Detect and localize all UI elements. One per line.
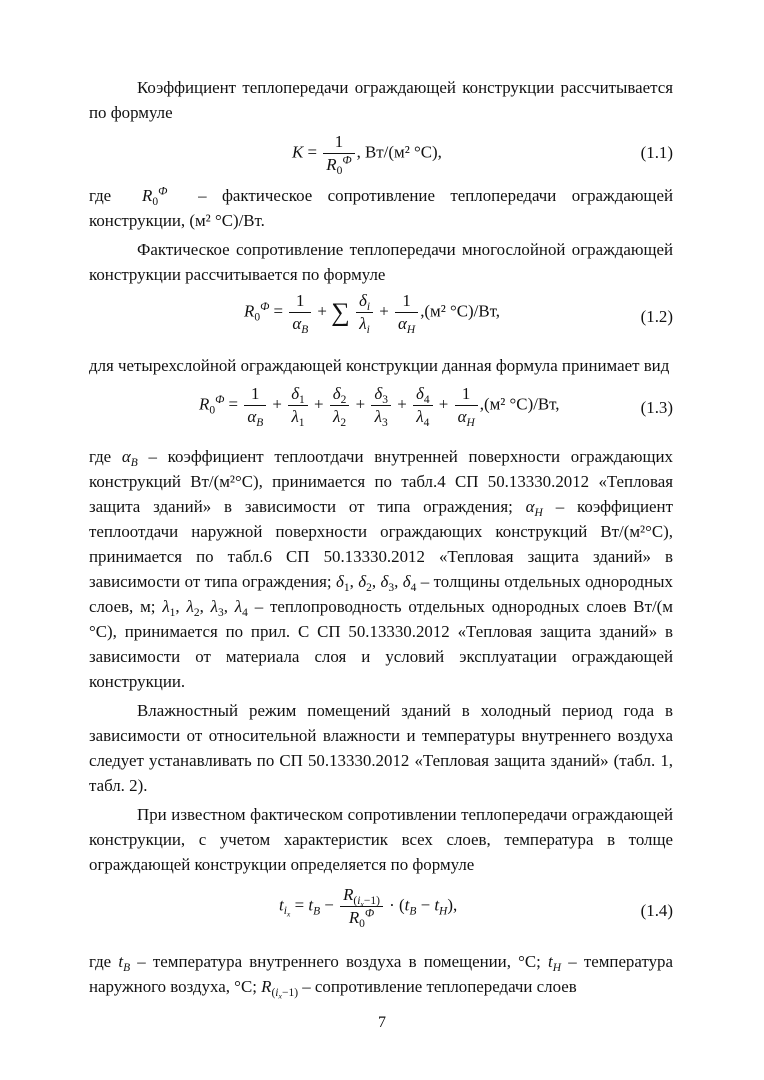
delta-definition: – толщины отдельных однородных слоев, м; <box>89 572 673 616</box>
equation-number: (1.1) <box>640 143 673 162</box>
equation-1-1 <box>89 125 673 183</box>
formula-r0-expanded: $R_0^Ф$ = 1 $\alpha_В$ + $\frac{\delta_1}{\lambda_1}$ + $\frac{\delta_2}{\lambda_2}$ + $\frac{\delta_3}{\lambda_3}$ + $\frac{\delta_4}{\lambda_4}$ + 1 $\alpha_Н$ ,(м² °С)/Вт, <box>199 384 560 430</box>
paragraph-multilayer: Фактическое сопротивление теплопередачи многослойной ограждающей конструкции рассчитывается по формуле <box>89 240 673 284</box>
equation-1-4 <box>89 877 673 949</box>
paragraph-coefficients: где $\alpha_В$ – коэффициент теплоотдачи внутренней поверхности ограждающих конструкций Вт/(м²°С), принимается по табл.4 СП 50.13330.2012 «Тепловая защита зданий» в зависимости от типа ограждения; $\alpha_Н$ – коэффициент теплоотдачи наружной поверхности ограждающих конструкций Вт/(м²°С), принимается по табл.6 СП 50.13330.2012 «Тепловая защита зданий» в зависимости от типа ограждения; $\delta_1$, $\delta_2$, $\delta_3$, $\delta_4$ – толщины отдельных однородных слоев, м; $\lambda_1$, $\lambda_2$, $\lambda_3$, $\lambda_4$ – теплопроводность отдельных однородных слоев Вт/(м °С), принимается по прил. С СП 50.13330.2012 «Тепловая защита зданий» в зависимости от материала слоя и условий эксплуатации ограждающей конструкции. <box>89 447 673 691</box>
page-body <box>89 60 673 999</box>
paragraph-humidity: Влажностный режим помещений зданий в холодный период года в зависимости от относительной влажности и температуры внутреннего воздуха следует устанавливать по СП 50.13330.2012 «Тепловая защита зданий» (табл. 1, табл. 2). <box>89 701 673 795</box>
lambda-definition: – теплопроводность отдельных однородных слоев Вт/(м °С), принимается по прил. С СП 50.13330.2012 «Тепловая защита зданий» в зависимости от материала слоя и условий эксплуатации ограждающей конструкции. <box>89 597 673 691</box>
equation-1-3 <box>89 378 673 444</box>
symbol-r0: $R_0^Ф$ <box>142 185 168 209</box>
tb-definition: – температура внутреннего воздуха в помещении, °С; <box>137 952 541 971</box>
formula-k: K = 1 $R_0^Ф$ , Вт/(м² °С), <box>292 132 442 178</box>
equation-number: (1.2) <box>640 307 673 326</box>
formula-temperature: $t_{i_x} = t_В$ − $R_{(i_x-1)}$ $R_0^Ф$ · $(t_В - t_Н)$, <box>279 885 458 931</box>
paragraph-intro: Коэффициент теплопередачи ограждающей конструкции рассчитывается по формуле <box>89 78 673 122</box>
alpha-b-definition: – коэффициент теплоотдачи внутренней поверхности ограждающих конструкций Вт/(м²°С), принимается по табл.4 СП 50.13330.2012 «Тепловая защита зданий» в зависимости от типа ограждения; <box>89 447 673 516</box>
formula-units: ,(м² °С)/Вт, <box>420 301 500 321</box>
paragraph-temperature-method: При известном фактическом сопротивлении теплопередачи ограждающей конструкции, с учетом характеристик всех слоев, температура в толще ограждающей конструкции определяется по формуле <box>89 805 673 874</box>
th-definition: – температура наружного воздуха, °С; <box>89 952 673 996</box>
definition-text: – фактическое сопротивление теплопередачи ограждающей конструкции, (м² °С)/Вт. <box>89 186 673 230</box>
equation-number: (1.4) <box>640 901 673 920</box>
paragraph-four-layer: для четырехслойной ограждающей конструкции данная формула принимает вид <box>89 356 670 375</box>
lead-word: где <box>89 186 112 205</box>
formula-units: , Вт/(м² °С), <box>356 142 442 162</box>
page-number: 7 <box>378 1014 386 1031</box>
paragraph-temperature-defs: где $t_В$ – температура внутреннего воздуха в помещении, °С; $t_Н$ – температура наружного воздуха, °С; $R_{(i_x-1)}$ – сопротивление теплопередачи слоев <box>89 952 673 1001</box>
formula-k-symbol: K <box>292 142 304 162</box>
formula-r0-sum: $R_0^Ф$ = 1 $\alpha_В$ + ∑ $\frac{\delta_i}{\lambda_i}$ + 1 $\alpha_Н$ ,(м² °С)/Вт, <box>244 291 500 337</box>
fraction-one-over-r0: 1 $R_0^Ф$ <box>323 131 354 176</box>
alpha-h-definition: – коэффициент теплоотдачи наружной поверхности ограждающих конструкций Вт/(м²°С), принимается по табл.6 СП 50.13330.2012 «Тепловая защита зданий» в зависимости от типа ограждения; <box>89 497 673 591</box>
equation-number: (1.3) <box>640 398 673 417</box>
equation-1-2 <box>89 287 673 353</box>
paragraph-r0-definition <box>89 183 673 233</box>
formula-units: ,(м² °С)/Вт, <box>479 394 560 414</box>
r-layer-definition: – сопротивление теплопередачи слоев <box>302 977 577 996</box>
